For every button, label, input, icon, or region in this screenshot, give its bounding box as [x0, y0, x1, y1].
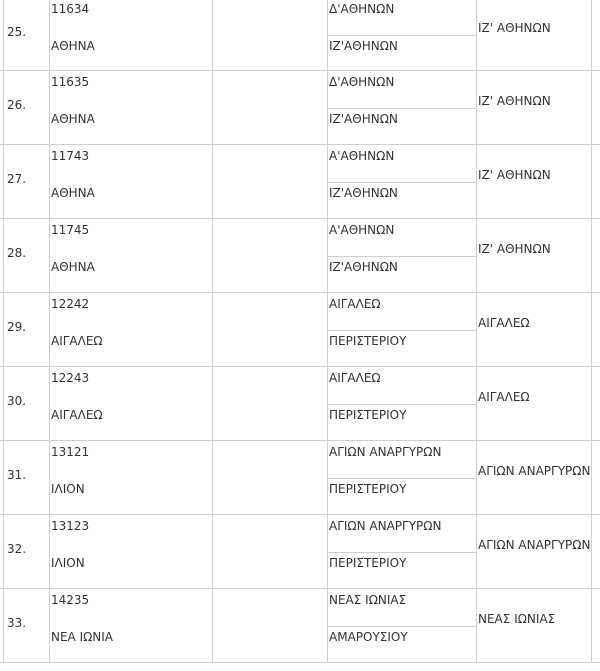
sub-area-1: ΝΕΑΣ ΙΩΝΙΑΣ: [329, 593, 407, 607]
region-name: ΑΓΙΩΝ ΑΝΑΡΓΥΡΩΝ: [478, 538, 591, 552]
postal-code: 12243: [51, 371, 90, 385]
region-name: ΙΖ' ΑΘΗΝΩΝ: [478, 94, 551, 108]
row-number: 31.: [7, 468, 27, 482]
table-row: [0, 0, 600, 71]
postal-code: 11634: [51, 2, 90, 16]
sub-divider: [328, 35, 476, 36]
sub-area-1: ΑΓΙΩΝ ΑΝΑΡΓΥΡΩΝ: [329, 519, 442, 533]
table-row: [0, 145, 600, 219]
sub-divider: [328, 626, 476, 627]
region-name: ΝΕΑΣ ΙΩΝΙΑΣ: [478, 612, 556, 626]
sub-area-1: ΑΓΙΩΝ ΑΝΑΡΓΥΡΩΝ: [329, 445, 442, 459]
city-name: ΑΘΗΝΑ: [51, 112, 95, 126]
row-number: 30.: [7, 394, 27, 408]
city-name: ΑΘΗΝΑ: [51, 186, 95, 200]
row-number: 26.: [7, 98, 27, 112]
sub-area-1: ΑΙΓΑΛΕΩ: [329, 297, 381, 311]
postal-code: 11635: [51, 75, 90, 89]
city-name: ΑΙΓΑΛΕΩ: [51, 408, 103, 422]
sub-area-2: ΙΖ'ΑΘΗΝΩΝ: [329, 112, 398, 126]
row-number: 27.: [7, 172, 27, 186]
postal-code: 11743: [51, 149, 90, 163]
sub-area-2: ΙΖ'ΑΘΗΝΩΝ: [329, 260, 398, 274]
sub-divider: [328, 552, 476, 553]
city-name: ΑΘΗΝΑ: [51, 39, 95, 53]
sub-area-1: Δ'ΑΘΗΝΩΝ: [329, 75, 395, 89]
sub-area-1: Α'ΑΘΗΝΩΝ: [329, 149, 395, 163]
postal-code: 13121: [51, 445, 90, 459]
row-number: 28.: [7, 246, 27, 260]
row-number: 32.: [7, 542, 27, 556]
postal-code: 13123: [51, 519, 90, 533]
table-row: [0, 71, 600, 145]
sub-area-2: ΙΖ'ΑΘΗΝΩΝ: [329, 39, 398, 53]
table-row: [0, 219, 600, 293]
sub-area-1: Α'ΑΘΗΝΩΝ: [329, 223, 395, 237]
sub-divider: [328, 404, 476, 405]
table-row: [0, 367, 600, 441]
region-name: ΙΖ' ΑΘΗΝΩΝ: [478, 21, 551, 35]
sub-divider: [328, 182, 476, 183]
table-row: [0, 293, 600, 367]
region-name: ΙΖ' ΑΘΗΝΩΝ: [478, 242, 551, 256]
city-name: ΙΛΙΟΝ: [51, 556, 85, 570]
city-name: ΝΕΑ ΙΩΝΙΑ: [51, 630, 114, 644]
sub-area-2: ΑΜΑΡΟΥΣΙΟΥ: [329, 630, 408, 644]
row-number: 25.: [7, 25, 27, 39]
city-name: ΑΘΗΝΑ: [51, 260, 95, 274]
city-name: ΙΛΙΟΝ: [51, 482, 85, 496]
sub-area-1: Δ'ΑΘΗΝΩΝ: [329, 2, 395, 16]
table-row: [0, 515, 600, 589]
sub-divider: [328, 108, 476, 109]
region-name: ΙΖ' ΑΘΗΝΩΝ: [478, 168, 551, 182]
sub-divider: [328, 478, 476, 479]
sub-area-2: ΠΕΡΙΣΤΕΡΙΟΥ: [329, 408, 407, 422]
region-name: ΑΓΙΩΝ ΑΝΑΡΓΥΡΩΝ: [478, 464, 591, 478]
region-name: ΑΙΓΑΛΕΩ: [478, 316, 530, 330]
sub-area-2: ΠΕΡΙΣΤΕΡΙΟΥ: [329, 334, 407, 348]
sub-area-2: ΙΖ'ΑΘΗΝΩΝ: [329, 186, 398, 200]
sub-area-1: ΑΙΓΑΛΕΩ: [329, 371, 381, 385]
sub-divider: [328, 330, 476, 331]
postal-code: 12242: [51, 297, 90, 311]
postal-code: 14235: [51, 593, 90, 607]
row-number: 33.: [7, 616, 27, 630]
sub-area-2: ΠΕΡΙΣΤΕΡΙΟΥ: [329, 482, 407, 496]
city-name: ΑΙΓΑΛΕΩ: [51, 334, 103, 348]
postal-code: 11745: [51, 223, 90, 237]
row-number: 29.: [7, 320, 27, 334]
sub-divider: [328, 256, 476, 257]
table-row: [0, 589, 600, 663]
region-name: ΑΙΓΑΛΕΩ: [478, 390, 530, 404]
table-row: [0, 441, 600, 515]
sub-area-2: ΠΕΡΙΣΤΕΡΙΟΥ: [329, 556, 407, 570]
